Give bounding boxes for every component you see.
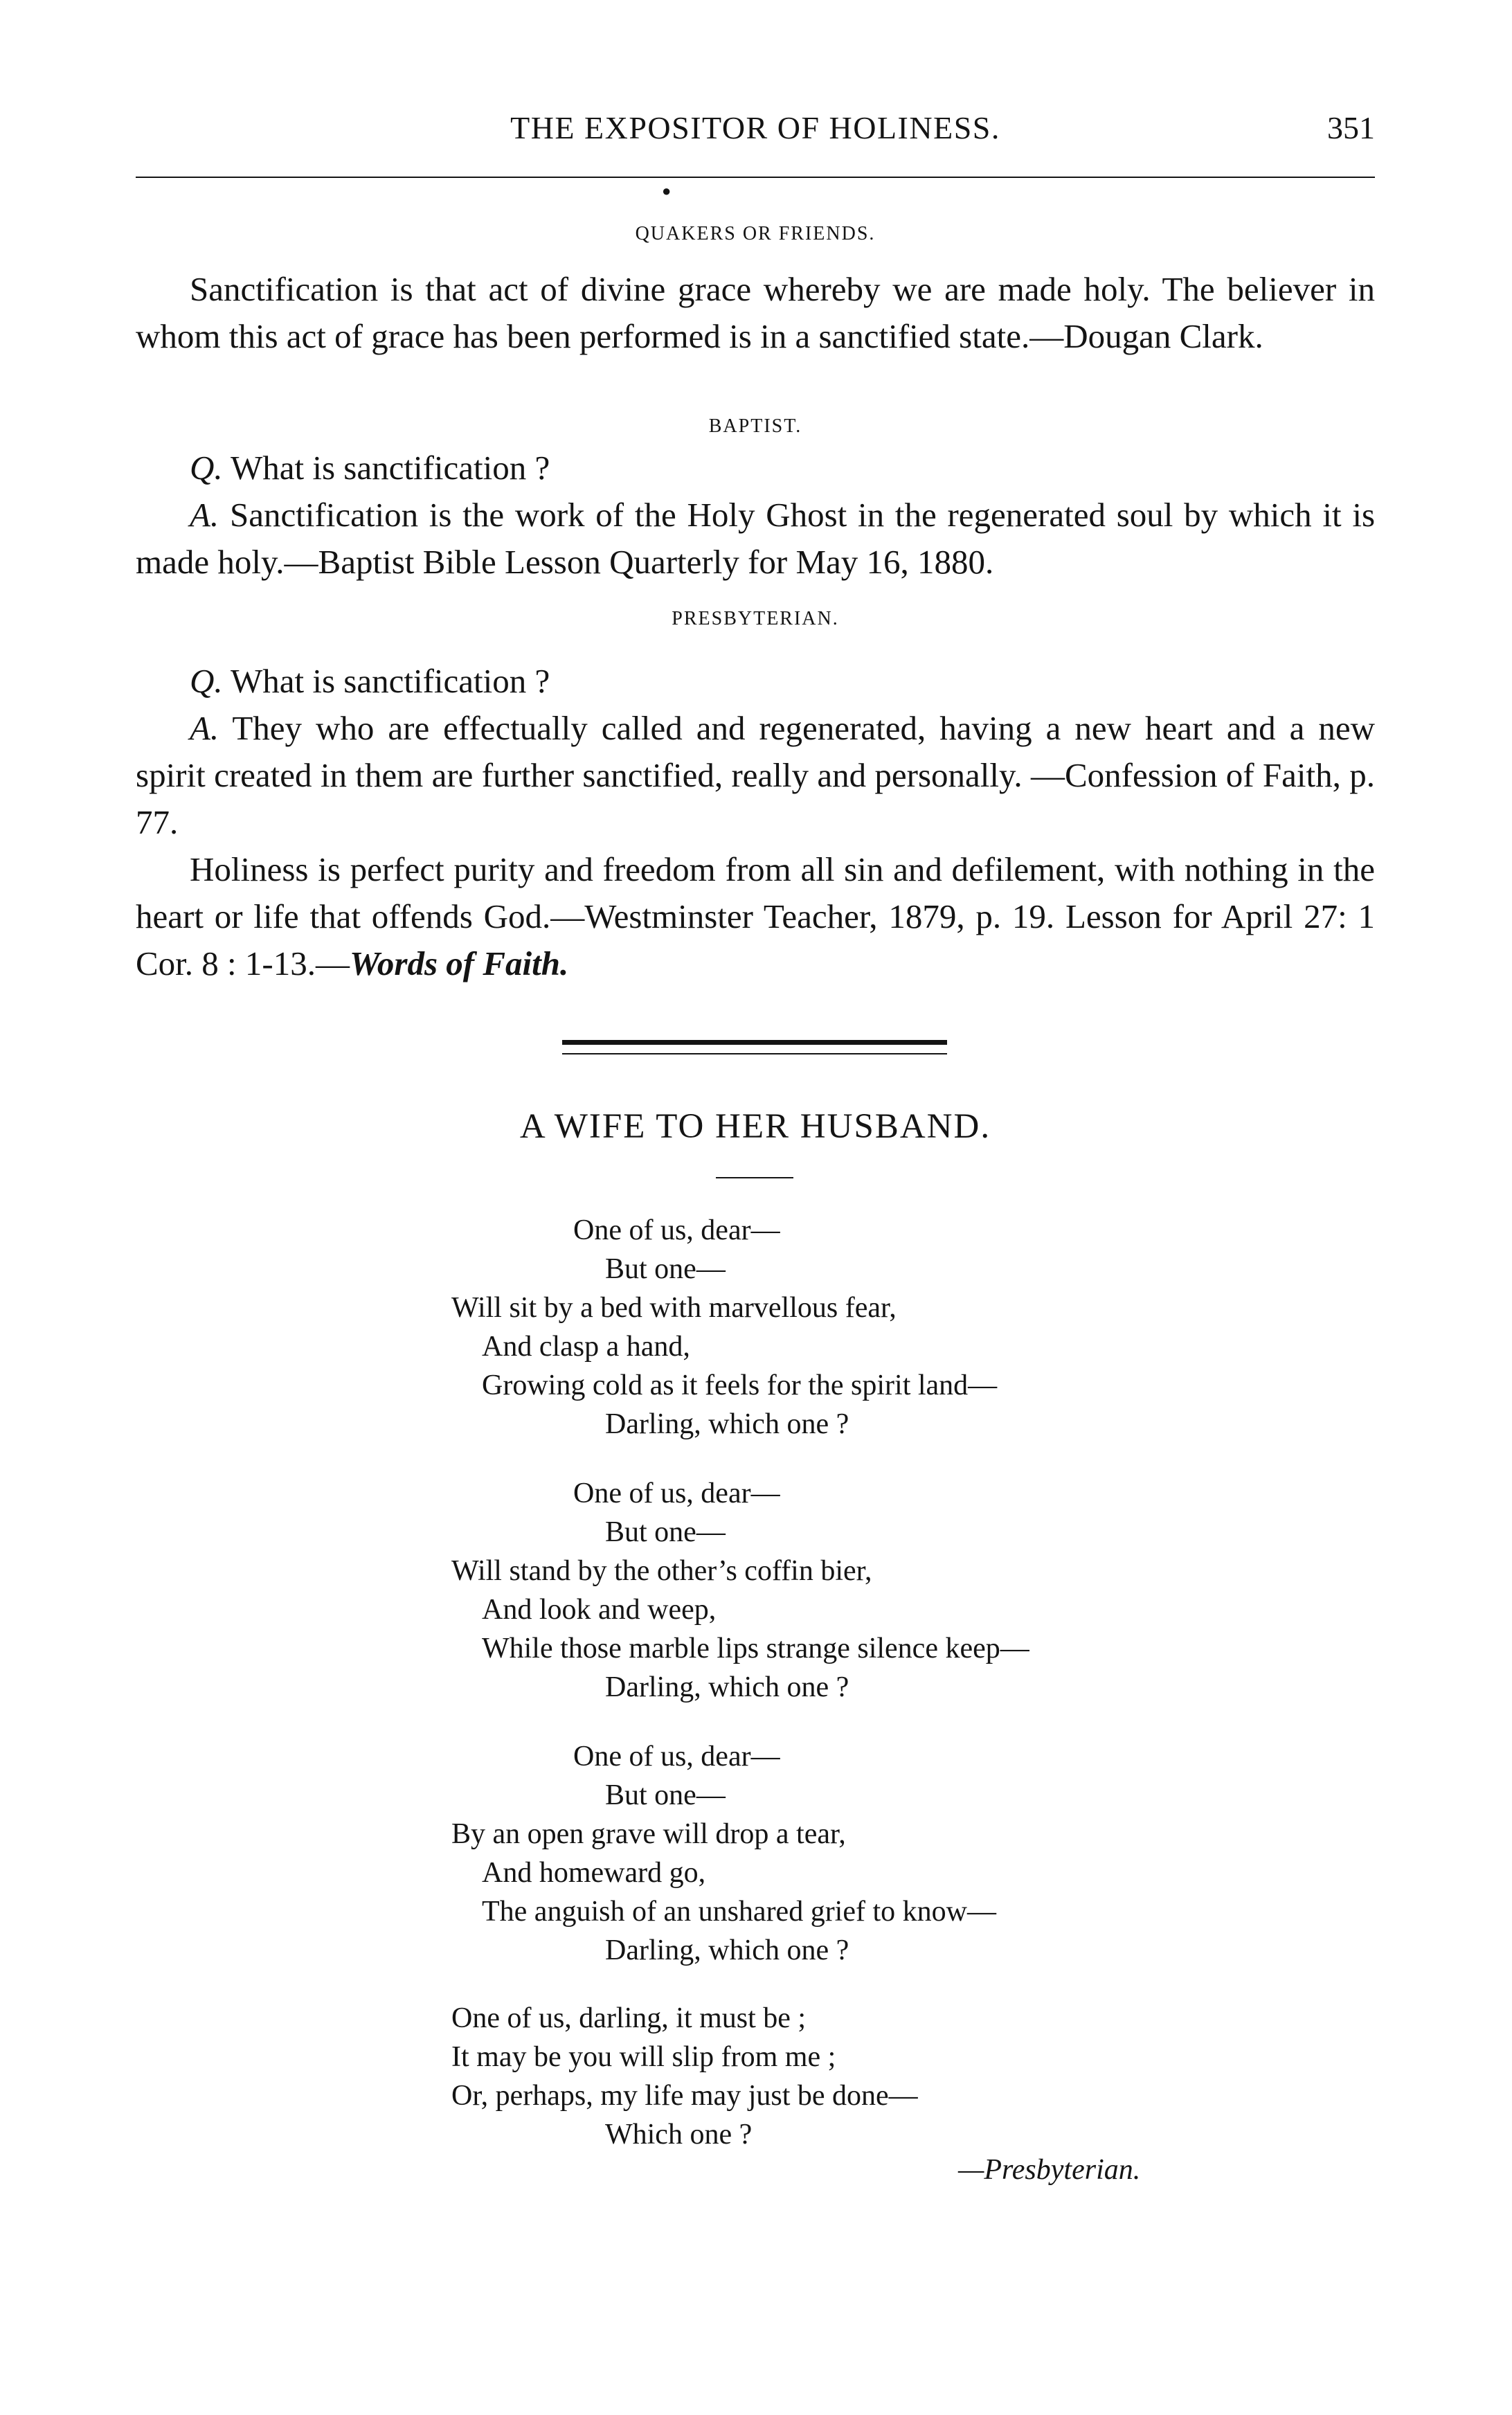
poem-line: Growing cold as it feels for the spirit land—	[482, 1370, 998, 1401]
quakers-paragraph: Sanctification is that act of divine grace whereby we are made holy. The believer in whom this act of grace has been performed is in a sanctified state.—Dougan Clark.	[136, 270, 1375, 355]
poem-line: Darling, which one ?	[605, 1408, 849, 1440]
holiness-text: Holiness is perfect purity and freedom from all sin and defilement, with nothing in the heart or life that offends God.—Westminster Teacher, 1879, p. 19. Lesson for April 27: 1 Cor. 8 : 1-13.—	[136, 850, 1375, 982]
answer-marker: A.	[190, 709, 219, 747]
poem-line: Which one ?	[605, 2119, 753, 2151]
poem-attribution: —Presbyterian.	[958, 2154, 1141, 2186]
header-ornament: ●	[662, 182, 672, 199]
question-text: What is sanctification ?	[231, 662, 550, 700]
section-divider	[562, 1040, 947, 1054]
poem-line: One of us, dear—	[573, 1741, 780, 1772]
answer-marker: A.	[190, 496, 219, 534]
section-label-presbyterian: PRESBYTERIAN.	[672, 608, 839, 629]
header-rule	[136, 177, 1375, 178]
poem-line: And homeward go,	[482, 1857, 706, 1889]
poem-line: And clasp a hand,	[482, 1331, 690, 1363]
poem-line: Darling, which one ?	[605, 1934, 849, 1966]
running-title: THE EXPOSITOR OF HOLINESS.	[510, 110, 1000, 145]
poem-line: And look and weep,	[482, 1594, 717, 1626]
poem-title: A WIFE TO HER HUSBAND.	[519, 1107, 991, 1146]
question-marker: Q.	[190, 449, 223, 487]
poem-line: By an open grave will drop a tear,	[451, 1818, 846, 1850]
poem-line: One of us, darling, it must be ;	[451, 2002, 807, 2034]
presbyterian-question	[136, 658, 1375, 705]
poem-line: Will stand by the other’s coffin bier,	[451, 1555, 872, 1587]
presbyterian-answer	[136, 705, 1375, 846]
title-rule	[716, 1177, 793, 1178]
poem-line: Darling, which one ?	[605, 1671, 849, 1703]
answer-text: Sanctification is the work of the Holy Ghost in the regenerated soul by which it is made holy.—Baptist Bible Lesson Quarterly for May 16, 1880.	[136, 496, 1376, 581]
section-label-baptist: BAPTIST.	[708, 415, 802, 437]
poem-line: But one—	[605, 1253, 726, 1285]
baptist-question	[136, 445, 1375, 492]
section-label-quakers: QUAKERS OR FRIENDS.	[635, 223, 876, 244]
poem-line: While those marble lips strange silence keep—	[482, 1633, 1029, 1664]
running-head	[136, 109, 1375, 158]
holiness-paragraph	[136, 846, 1375, 987]
poem-line: Will sit by a bed with marvellous fear,	[451, 1292, 897, 1324]
poem-line: One of us, dear—	[573, 1478, 780, 1509]
poem-line: The anguish of an unshared grief to know—	[482, 1896, 996, 1928]
holiness-source: Words of Faith.	[349, 944, 569, 982]
page-number: 351	[1327, 110, 1375, 145]
question-marker: Q.	[190, 662, 223, 700]
answer-text: They who are effectually called and regenerated, having a new heart and a new spirit created in them are further sanctified, really and personally. —Confession of Faith, p. 77.	[136, 709, 1376, 841]
poem-line: It may be you will slip from me ;	[451, 2041, 836, 2073]
baptist-answer	[136, 492, 1375, 586]
poem-line: But one—	[605, 1516, 726, 1548]
poem-line: One of us, dear—	[573, 1214, 780, 1246]
poem-line: Or, perhaps, my life may just be done—	[451, 2080, 918, 2112]
question-text: What is sanctification ?	[231, 449, 550, 487]
poem-line: But one—	[605, 1779, 726, 1811]
